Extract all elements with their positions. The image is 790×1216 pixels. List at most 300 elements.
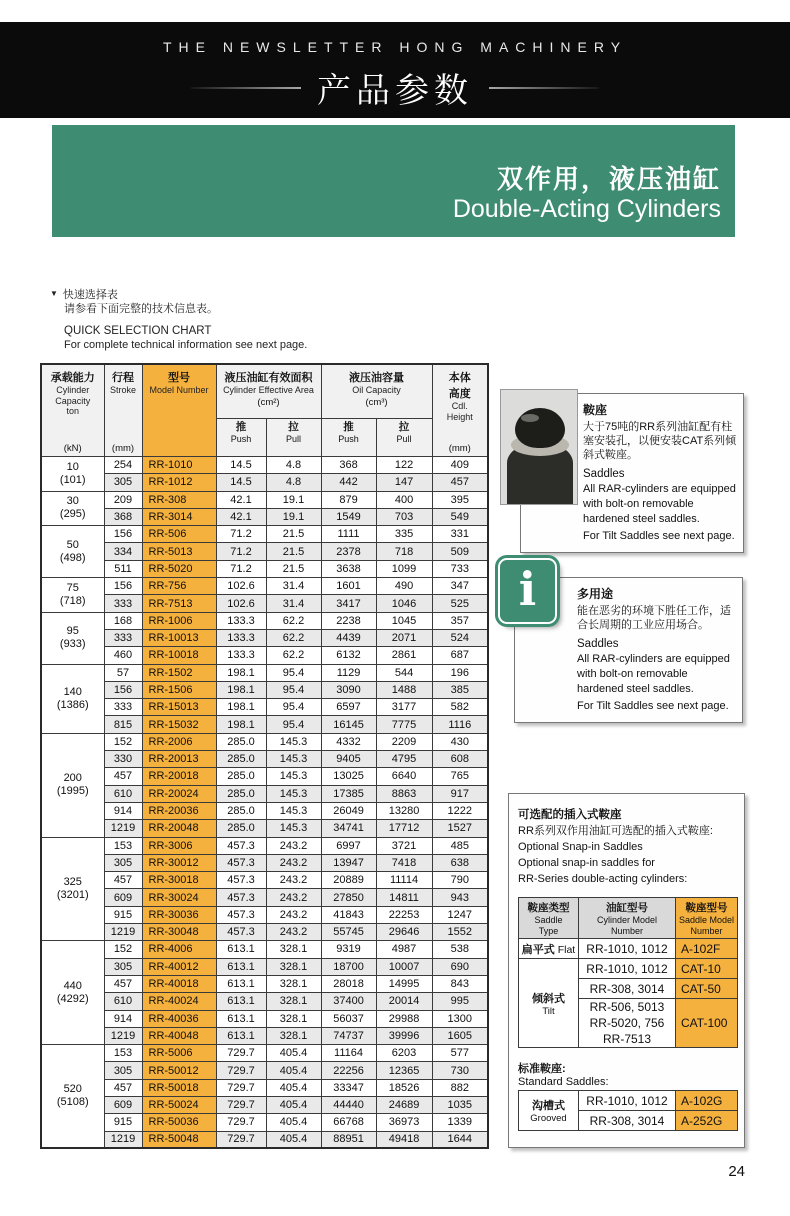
col-header-height: 本体 高度 Cdl. Height (mm) <box>432 364 488 457</box>
spec-row <box>41 837 488 854</box>
capacity-cell: 140 (1386) <box>41 664 104 733</box>
height-cell: 430 <box>432 733 488 750</box>
area-push-cell: 729.7 <box>216 1045 266 1062</box>
oil-pull-cell: 6640 <box>376 768 432 785</box>
stroke-cell: 168 <box>104 612 142 629</box>
area-pull-cell: 21.5 <box>266 526 321 543</box>
snapin-row-tilt-1 <box>519 959 738 979</box>
stroke-cell: 334 <box>104 543 142 560</box>
spec-table-header <box>41 364 488 457</box>
oil-pull-cell: 29646 <box>376 924 432 941</box>
model-cell: RR-40036 <box>142 1010 216 1027</box>
spec-row <box>41 699 488 716</box>
height-cell: 1116 <box>432 716 488 733</box>
height-cell: 733 <box>432 560 488 577</box>
height-cell: 357 <box>432 612 488 629</box>
title-divider-right <box>489 87 599 89</box>
model-cell: RR-40048 <box>142 1027 216 1044</box>
oil-pull-cell: 49418 <box>376 1131 432 1148</box>
height-cell: 577 <box>432 1045 488 1062</box>
stroke-cell: 254 <box>104 457 142 474</box>
area-pull-cell: 243.2 <box>266 872 321 889</box>
oil-pull-cell: 1045 <box>376 612 432 629</box>
model-cell: RR-4006 <box>142 941 216 958</box>
oil-push-cell: 13947 <box>321 854 376 871</box>
height-cell: 485 <box>432 837 488 854</box>
banner-title-en: Double-Acting Cylinders <box>452 195 721 223</box>
stroke-cell: 914 <box>104 1010 142 1027</box>
area-pull-cell: 243.2 <box>266 837 321 854</box>
subheader-oil-pull: 拉 Pull <box>376 419 432 457</box>
oil-push-cell: 442 <box>321 474 376 491</box>
oil-push-cell: 55745 <box>321 924 376 941</box>
saddle-type-cell: 沟槽式 Grooved <box>519 1091 579 1131</box>
oil-pull-cell: 36973 <box>376 1114 432 1131</box>
height-cell: 524 <box>432 629 488 646</box>
snapin-table <box>518 897 738 1048</box>
height-cell: 1552 <box>432 924 488 941</box>
info-title-zh: 多用途 <box>577 587 614 601</box>
area-push-cell: 198.1 <box>216 664 266 681</box>
page-number: 24 <box>728 1163 745 1180</box>
height-cell: 525 <box>432 595 488 612</box>
spec-row <box>41 491 488 508</box>
height-cell: 582 <box>432 699 488 716</box>
spec-table <box>40 363 489 1149</box>
area-push-cell: 613.1 <box>216 1027 266 1044</box>
area-push-cell: 102.6 <box>216 595 266 612</box>
model-cell: RR-1006 <box>142 612 216 629</box>
capacity-cell: 440 (4292) <box>41 941 104 1045</box>
stroke-cell: 305 <box>104 474 142 491</box>
stroke-cell: 156 <box>104 526 142 543</box>
area-pull-cell: 31.4 <box>266 578 321 595</box>
stroke-cell: 1219 <box>104 1131 142 1148</box>
oil-pull-cell: 8863 <box>376 785 432 802</box>
area-pull-cell: 405.4 <box>266 1096 321 1113</box>
area-pull-cell: 243.2 <box>266 906 321 923</box>
oil-push-cell: 4332 <box>321 733 376 750</box>
oil-pull-cell: 12365 <box>376 1062 432 1079</box>
spec-row <box>41 751 488 768</box>
spec-row <box>41 1045 488 1062</box>
cylinder-model-cell: RR-506, 5013 RR-5020, 756 RR-7513 <box>579 999 676 1048</box>
saddle-type-cell: 扁平式 Flat <box>519 939 579 959</box>
subheader-oil-push: 推 Push <box>321 419 376 457</box>
oil-pull-cell: 2071 <box>376 629 432 646</box>
oil-push-cell: 44440 <box>321 1096 376 1113</box>
area-push-cell: 42.1 <box>216 508 266 525</box>
saddles-title-en: Saddles <box>583 468 625 480</box>
area-push-cell: 285.0 <box>216 751 266 768</box>
oil-push-cell: 56037 <box>321 1010 376 1027</box>
area-pull-cell: 19.1 <box>266 508 321 525</box>
oil-push-cell: 9319 <box>321 941 376 958</box>
model-cell: RR-30012 <box>142 854 216 871</box>
area-pull-cell: 21.5 <box>266 543 321 560</box>
height-cell: 331 <box>432 526 488 543</box>
stroke-cell: 610 <box>104 785 142 802</box>
area-push-cell: 133.3 <box>216 647 266 664</box>
spec-row <box>41 733 488 750</box>
area-push-cell: 613.1 <box>216 958 266 975</box>
spec-row <box>41 578 488 595</box>
oil-pull-cell: 3177 <box>376 699 432 716</box>
col-header-capacity: 承载能力 Cylinder Capacity ton (kN) <box>41 364 104 457</box>
saddles-text-en: All RAR-cylinders are equipped with bolt-on removable hardened steel saddles. <box>583 483 736 525</box>
capacity-cell: 95 (933) <box>41 612 104 664</box>
spec-row <box>41 1027 488 1044</box>
height-cell: 1339 <box>432 1114 488 1131</box>
cylinder-model-cell: RR-1010, 1012 <box>579 959 676 979</box>
oil-pull-cell: 11114 <box>376 872 432 889</box>
stroke-cell: 305 <box>104 1062 142 1079</box>
model-cell: RR-50048 <box>142 1131 216 1148</box>
model-cell: RR-50012 <box>142 1062 216 1079</box>
snapin-sub-en1: Optional snap-in saddles for <box>518 857 655 869</box>
oil-pull-cell: 490 <box>376 578 432 595</box>
area-pull-cell: 405.4 <box>266 1114 321 1131</box>
spec-row <box>41 1096 488 1113</box>
snapin-col-type: 鞍座类型 Saddle Type <box>519 898 579 939</box>
oil-pull-cell: 10007 <box>376 958 432 975</box>
area-pull-cell: 405.4 <box>266 1079 321 1096</box>
area-push-cell: 42.1 <box>216 491 266 508</box>
spec-row <box>41 1114 488 1131</box>
oil-pull-cell: 147 <box>376 474 432 491</box>
stroke-cell: 815 <box>104 716 142 733</box>
height-cell: 943 <box>432 889 488 906</box>
note-zh-title: ▼ 快速选择表 <box>50 289 118 301</box>
saddles-text-zh: 大于75吨的RR系列油缸配有柱塞安装孔，以便安装CAT系列倾斜式鞍座。 <box>583 421 737 461</box>
height-cell: 457 <box>432 474 488 491</box>
oil-push-cell: 879 <box>321 491 376 508</box>
capacity-cell: 50 (498) <box>41 526 104 578</box>
oil-push-cell: 3638 <box>321 560 376 577</box>
oil-pull-cell: 14995 <box>376 975 432 992</box>
oil-pull-cell: 4987 <box>376 941 432 958</box>
oil-push-cell: 6997 <box>321 837 376 854</box>
model-cell: RR-20018 <box>142 768 216 785</box>
area-push-cell: 71.2 <box>216 526 266 543</box>
model-cell: RR-7513 <box>142 595 216 612</box>
standard-saddles-table <box>518 1090 738 1131</box>
saddle-model-cell: CAT-100 <box>676 999 738 1048</box>
oil-push-cell: 28018 <box>321 975 376 992</box>
info-icon <box>498 558 557 624</box>
area-push-cell: 457.3 <box>216 837 266 854</box>
area-push-cell: 198.1 <box>216 681 266 698</box>
spec-row <box>41 1079 488 1096</box>
area-push-cell: 285.0 <box>216 802 266 819</box>
model-cell: RR-10013 <box>142 629 216 646</box>
height-cell: 1035 <box>432 1096 488 1113</box>
model-cell: RR-20013 <box>142 751 216 768</box>
oil-push-cell: 66768 <box>321 1114 376 1131</box>
saddle-model-cell: A-102G <box>676 1091 738 1111</box>
model-cell: RR-5020 <box>142 560 216 577</box>
height-cell: 538 <box>432 941 488 958</box>
stroke-cell: 457 <box>104 768 142 785</box>
saddle-photo <box>500 389 578 505</box>
stroke-cell: 368 <box>104 508 142 525</box>
oil-push-cell: 2378 <box>321 543 376 560</box>
saddle-model-cell: CAT-50 <box>676 979 738 999</box>
model-cell: RR-10018 <box>142 647 216 664</box>
spec-row <box>41 768 488 785</box>
page-title: 产品参数 <box>317 72 473 110</box>
oil-pull-cell: 29988 <box>376 1010 432 1027</box>
spec-row <box>41 889 488 906</box>
area-push-cell: 102.6 <box>216 578 266 595</box>
area-pull-cell: 62.2 <box>266 612 321 629</box>
model-cell: RR-506 <box>142 526 216 543</box>
model-cell: RR-30024 <box>142 889 216 906</box>
stroke-cell: 333 <box>104 699 142 716</box>
area-pull-cell: 95.4 <box>266 716 321 733</box>
oil-push-cell: 11164 <box>321 1045 376 1062</box>
stroke-cell: 333 <box>104 629 142 646</box>
height-cell: 1605 <box>432 1027 488 1044</box>
info-text-en: All RAR-cylinders are equipped with bolt-on removable hardened steel saddles. <box>577 653 730 695</box>
area-push-cell: 729.7 <box>216 1096 266 1113</box>
area-push-cell: 457.3 <box>216 924 266 941</box>
snapin-panel <box>508 793 745 1148</box>
oil-push-cell: 3090 <box>321 681 376 698</box>
stroke-cell: 305 <box>104 854 142 871</box>
oil-pull-cell: 22253 <box>376 906 432 923</box>
area-pull-cell: 145.3 <box>266 733 321 750</box>
height-cell: 347 <box>432 578 488 595</box>
model-cell: RR-40024 <box>142 993 216 1010</box>
spec-row <box>41 958 488 975</box>
model-cell: RR-30048 <box>142 924 216 941</box>
area-pull-cell: 405.4 <box>266 1131 321 1148</box>
height-cell: 509 <box>432 543 488 560</box>
spec-row <box>41 474 488 491</box>
spec-row <box>41 526 488 543</box>
stroke-cell: 610 <box>104 993 142 1010</box>
oil-pull-cell: 17712 <box>376 820 432 837</box>
area-pull-cell: 62.2 <box>266 629 321 646</box>
note-zh-sub: 请参看下面完整的技术信息表。 <box>64 303 218 315</box>
area-push-cell: 729.7 <box>216 1114 266 1131</box>
stroke-cell: 915 <box>104 906 142 923</box>
snapin-sub-en2: RR-Series double-acting cylinders: <box>518 873 688 885</box>
oil-pull-cell: 1099 <box>376 560 432 577</box>
stroke-cell: 511 <box>104 560 142 577</box>
oil-push-cell: 41843 <box>321 906 376 923</box>
height-cell: 730 <box>432 1062 488 1079</box>
page-title-row <box>0 63 790 112</box>
stroke-cell: 457 <box>104 975 142 992</box>
spec-row <box>41 785 488 802</box>
stroke-cell: 305 <box>104 958 142 975</box>
model-cell: RR-1012 <box>142 474 216 491</box>
oil-push-cell: 1549 <box>321 508 376 525</box>
oil-pull-cell: 544 <box>376 664 432 681</box>
newsletter-title: THE NEWSLETTER HONG MACHINERY <box>162 39 628 55</box>
snapin-sub-zh: RR系列双作用油缸可选配的插入式鞍座: <box>518 825 713 837</box>
spec-row <box>41 560 488 577</box>
info-icon-glyph: i <box>518 562 537 616</box>
oil-push-cell: 27850 <box>321 889 376 906</box>
area-pull-cell: 4.8 <box>266 457 321 474</box>
oil-pull-cell: 122 <box>376 457 432 474</box>
info-text-zh: 能在恶劣的环境下胜任工作，适合长周期的工业应用场合。 <box>577 605 731 631</box>
oil-push-cell: 4439 <box>321 629 376 646</box>
stroke-cell: 152 <box>104 941 142 958</box>
oil-pull-cell: 2861 <box>376 647 432 664</box>
model-cell: RR-50024 <box>142 1096 216 1113</box>
area-push-cell: 14.5 <box>216 474 266 491</box>
saddle-photo-top <box>515 408 565 448</box>
area-pull-cell: 95.4 <box>266 664 321 681</box>
model-cell: RR-5013 <box>142 543 216 560</box>
spec-row <box>41 716 488 733</box>
oil-pull-cell: 18526 <box>376 1079 432 1096</box>
standard-saddles-heading <box>518 1060 736 1088</box>
area-pull-cell: 328.1 <box>266 1027 321 1044</box>
cylinder-model-cell: RR-1010, 1012 <box>579 939 676 959</box>
height-cell: 790 <box>432 872 488 889</box>
oil-push-cell: 74737 <box>321 1027 376 1044</box>
model-cell: RR-1010 <box>142 457 216 474</box>
model-cell: RR-40018 <box>142 975 216 992</box>
oil-pull-cell: 703 <box>376 508 432 525</box>
snapin-row-flat <box>519 939 738 959</box>
area-push-cell: 198.1 <box>216 699 266 716</box>
spec-row <box>41 612 488 629</box>
oil-pull-cell: 400 <box>376 491 432 508</box>
oil-pull-cell: 2209 <box>376 733 432 750</box>
capacity-cell: 520 (5108) <box>41 1045 104 1149</box>
stroke-cell: 1219 <box>104 924 142 941</box>
oil-push-cell: 16145 <box>321 716 376 733</box>
capacity-cell: 200 (1995) <box>41 733 104 837</box>
height-cell: 385 <box>432 681 488 698</box>
oil-push-cell: 6132 <box>321 647 376 664</box>
oil-push-cell: 22256 <box>321 1062 376 1079</box>
area-push-cell: 198.1 <box>216 716 266 733</box>
stroke-cell: 1219 <box>104 1027 142 1044</box>
stroke-cell: 460 <box>104 647 142 664</box>
model-cell: RR-3014 <box>142 508 216 525</box>
spec-row <box>41 595 488 612</box>
height-cell: 638 <box>432 854 488 871</box>
spec-row <box>41 1062 488 1079</box>
height-cell: 882 <box>432 1079 488 1096</box>
area-push-cell: 457.3 <box>216 872 266 889</box>
area-pull-cell: 145.3 <box>266 802 321 819</box>
area-pull-cell: 95.4 <box>266 699 321 716</box>
spec-row <box>41 941 488 958</box>
height-cell: 1527 <box>432 820 488 837</box>
stroke-cell: 333 <box>104 595 142 612</box>
model-cell: RR-30018 <box>142 872 216 889</box>
stroke-cell: 609 <box>104 1096 142 1113</box>
area-push-cell: 613.1 <box>216 993 266 1010</box>
height-cell: 1644 <box>432 1131 488 1148</box>
subheader-area-pull: 拉 Pull <box>266 419 321 457</box>
saddles-title-zh: 鞍座 <box>583 403 608 417</box>
saddle-model-cell: A-252G <box>676 1111 738 1131</box>
oil-pull-cell: 14811 <box>376 889 432 906</box>
area-pull-cell: 405.4 <box>266 1062 321 1079</box>
area-pull-cell: 243.2 <box>266 889 321 906</box>
area-push-cell: 285.0 <box>216 733 266 750</box>
oil-push-cell: 13025 <box>321 768 376 785</box>
model-cell: RR-50018 <box>142 1079 216 1096</box>
spec-row <box>41 820 488 837</box>
oil-pull-cell: 13280 <box>376 802 432 819</box>
stroke-cell: 914 <box>104 802 142 819</box>
stroke-cell: 156 <box>104 681 142 698</box>
model-cell: RR-15013 <box>142 699 216 716</box>
spec-row <box>41 1010 488 1027</box>
stroke-cell: 209 <box>104 491 142 508</box>
area-pull-cell: 328.1 <box>266 975 321 992</box>
col-header-model: 型号 Model Number <box>142 364 216 457</box>
area-push-cell: 285.0 <box>216 768 266 785</box>
cylinder-model-cell: RR-1010, 1012 <box>579 1091 676 1111</box>
oil-push-cell: 26049 <box>321 802 376 819</box>
area-push-cell: 457.3 <box>216 889 266 906</box>
height-cell: 608 <box>432 751 488 768</box>
cylinder-model-cell: RR-308, 3014 <box>579 979 676 999</box>
oil-push-cell: 34741 <box>321 820 376 837</box>
model-cell: RR-20048 <box>142 820 216 837</box>
area-pull-cell: 19.1 <box>266 491 321 508</box>
oil-pull-cell: 20014 <box>376 993 432 1010</box>
oil-push-cell: 17385 <box>321 785 376 802</box>
oil-pull-cell: 7418 <box>376 854 432 871</box>
spec-row <box>41 975 488 992</box>
oil-push-cell: 88951 <box>321 1131 376 1148</box>
model-cell: RR-30036 <box>142 906 216 923</box>
area-pull-cell: 145.3 <box>266 768 321 785</box>
snapin-col-cyl-model: 油缸型号 Cylinder Model Number <box>579 898 676 939</box>
spec-row <box>41 1131 488 1148</box>
stroke-cell: 457 <box>104 1079 142 1096</box>
saddles-panel <box>500 383 745 553</box>
quick-selection-note <box>50 287 307 352</box>
area-pull-cell: 405.4 <box>266 1045 321 1062</box>
stroke-cell: 153 <box>104 837 142 854</box>
area-pull-cell: 145.3 <box>266 785 321 802</box>
area-push-cell: 613.1 <box>216 1010 266 1027</box>
height-cell: 690 <box>432 958 488 975</box>
oil-push-cell: 1111 <box>321 526 376 543</box>
note-en-sub: For complete technical information see next page. <box>64 339 308 351</box>
oil-push-cell: 9405 <box>321 751 376 768</box>
area-push-cell: 729.7 <box>216 1079 266 1096</box>
model-cell: RR-1506 <box>142 681 216 698</box>
area-pull-cell: 31.4 <box>266 595 321 612</box>
oil-push-cell: 1601 <box>321 578 376 595</box>
height-cell: 549 <box>432 508 488 525</box>
height-cell: 995 <box>432 993 488 1010</box>
spec-row <box>41 924 488 941</box>
area-push-cell: 71.2 <box>216 543 266 560</box>
oil-pull-cell: 718 <box>376 543 432 560</box>
col-header-oil-capacity: 液压油容量 Oil Capacity (cm³) <box>321 364 432 419</box>
area-push-cell: 613.1 <box>216 975 266 992</box>
oil-pull-cell: 1046 <box>376 595 432 612</box>
triangle-marker-icon: ▼ <box>50 289 58 298</box>
oil-push-cell: 37400 <box>321 993 376 1010</box>
height-cell: 409 <box>432 457 488 474</box>
